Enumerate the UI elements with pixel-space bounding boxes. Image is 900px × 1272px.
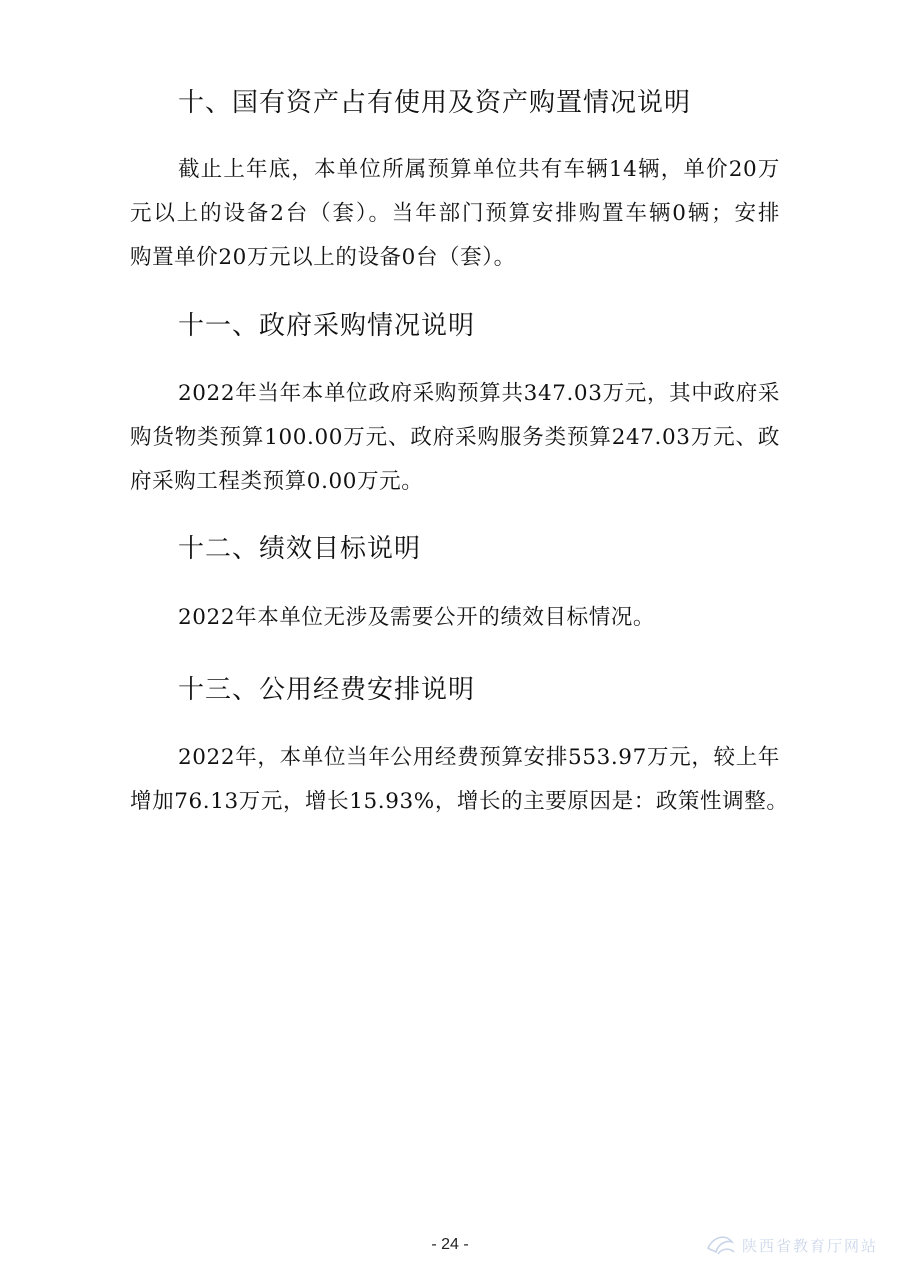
paragraph-line: 2022年，本单位当年公用经费预算安排553.97万元，较上年 [178,745,780,770]
page-number: - 24 - [431,1236,469,1253]
section-paragraph-assets [130,148,780,280]
paragraph-line: 元以上的设备2台（套）。当年部门预算安排购置车辆0辆；安排 [130,201,780,226]
paragraph-line: 购货物类预算100.00万元、政府采购服务类预算247.03万元、政 [130,425,780,450]
watermark-emblem-icon [708,1237,734,1254]
section-heading-performance: 十二、绩效目标说明 [178,534,422,564]
paragraph-line: 购置单价20万元以上的设备0台（套）。 [130,245,516,270]
watermark-logo [704,1228,882,1262]
paragraph-line: 府采购工程类预算0.00万元。 [130,469,424,494]
section-paragraph-procurement [130,372,780,504]
section-paragraph-performance [130,596,780,640]
section-heading-public-funds: 十三、公用经费安排说明 [178,675,476,705]
section-heading-procurement: 十一、政府采购情况说明 [178,311,476,341]
paragraph-line: 截止上年底，本单位所属预算单位共有车辆14辆，单价20万 [178,157,780,182]
section-heading-assets: 十、国有资产占有使用及资产购置情况说明 [178,88,692,118]
watermark-text: 陕西省教育厅网站 [742,1237,879,1255]
section-paragraph-public-funds [130,736,789,824]
paragraph-line: 2022年本单位无涉及需要公开的绩效目标情况。 [178,605,656,630]
paragraph-line: 2022年当年本单位政府采购预算共347.03万元，其中政府采 [178,381,780,406]
paragraph-line: 增加76.13万元，增长15.93%，增长的主要原因是：政策性调整。 [130,789,789,814]
